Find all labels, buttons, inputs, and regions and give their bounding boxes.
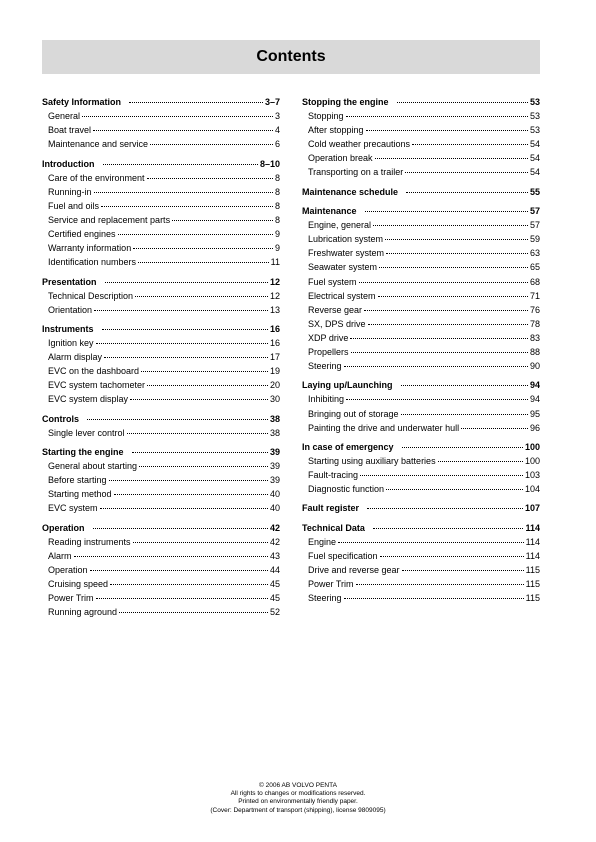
toc-entry-label: Maintenance schedule — [302, 186, 399, 197]
toc-section-heading[interactable] — [302, 501, 540, 515]
toc-page-number: 45 — [269, 579, 280, 590]
toc-entry-label: Propellers — [308, 346, 349, 357]
dot-leader — [104, 357, 268, 358]
dot-leader — [100, 508, 268, 509]
dot-leader — [94, 192, 273, 193]
toc-entry-label: Ignition key — [48, 338, 94, 349]
footer-line: All rights to changes or modifications reserved. — [230, 790, 366, 798]
toc-entry-label: Safety Information — [42, 97, 122, 107]
toc-entry-label: After stopping — [308, 125, 364, 136]
toc-entry-label: Fuel and oils — [48, 200, 100, 211]
toc-entry[interactable] — [302, 454, 540, 468]
toc-entry-label: Painting the drive and underwater hull — [308, 422, 460, 433]
dot-leader — [133, 248, 273, 249]
dot-leader — [119, 612, 268, 613]
toc-page-number: 11 — [270, 257, 280, 268]
toc-entry[interactable] — [42, 459, 280, 473]
toc-entry-label: Introduction — [42, 158, 95, 169]
toc-page-number: 88 — [529, 346, 540, 357]
toc-entry-label: Fuel system — [308, 276, 357, 287]
toc-entry-label: Bringing out of storage — [308, 408, 399, 419]
toc-entry[interactable] — [302, 482, 540, 496]
dot-leader — [373, 528, 524, 529]
toc-page-number: 42 — [269, 536, 280, 547]
toc-entry-label: EVC system tachometer — [48, 380, 146, 391]
toc-entry[interactable] — [302, 535, 540, 549]
toc-entry-label: Cruising speed — [48, 579, 109, 590]
dot-leader — [147, 178, 273, 179]
toc-page-number: 4 — [274, 125, 280, 136]
toc-page-number: 78 — [529, 318, 540, 329]
toc-entry[interactable] — [302, 289, 540, 303]
toc-entry-label: Fault-tracing — [308, 470, 359, 481]
toc-entry-label: Freshwater system — [308, 248, 385, 259]
toc-entry[interactable] — [42, 535, 280, 549]
dot-leader — [118, 234, 273, 235]
toc-page-number: 100 — [524, 441, 540, 452]
toc-entry-label: Cold weather precautions — [308, 139, 411, 150]
toc-entry-label: Starting using auxiliary batteries — [308, 456, 436, 466]
toc-page-number: 54 — [529, 167, 540, 178]
toc-page-number: 16 — [269, 338, 280, 349]
toc-entry-label: Alarm — [48, 550, 72, 561]
toc-entry[interactable] — [42, 185, 280, 199]
toc-page-number: 3 — [274, 111, 280, 122]
toc-entry[interactable] — [302, 345, 540, 359]
toc-page-number: 57 — [529, 220, 540, 231]
toc-entry[interactable] — [302, 137, 540, 151]
dot-leader — [96, 343, 268, 344]
toc-page-number: 107 — [524, 503, 540, 514]
dot-leader — [114, 494, 268, 495]
dot-leader — [129, 102, 263, 103]
toc-entry-label: Technical Description — [48, 290, 134, 301]
toc-page-number: 90 — [529, 361, 540, 372]
toc-entry-label: Reading instruments — [48, 536, 131, 547]
toc-section-heading[interactable] — [42, 95, 280, 109]
toc-entry[interactable] — [302, 359, 540, 373]
toc-section — [302, 501, 540, 515]
toc-entry-label: Care of the environment — [48, 172, 145, 183]
toc-section-heading[interactable] — [302, 521, 540, 535]
dot-leader — [379, 267, 528, 268]
toc-section-heading[interactable] — [42, 445, 280, 459]
dot-leader — [132, 452, 268, 453]
toc-entry-label: Steering — [308, 593, 342, 604]
toc-page-number: 65 — [529, 262, 540, 273]
toc-page-number: 8 — [274, 172, 280, 183]
dot-leader — [94, 310, 268, 311]
toc-entry[interactable] — [302, 246, 540, 260]
dot-leader — [344, 366, 528, 367]
toc-page-number: 45 — [269, 593, 280, 604]
toc-entry-label: Orientation — [48, 304, 93, 315]
toc-entry-label: Electrical system — [308, 290, 376, 301]
toc-entry-label: Transporting on a trailer — [308, 167, 404, 178]
toc-page-number: 39 — [269, 461, 280, 472]
toc-entry[interactable] — [302, 407, 540, 421]
toc-entry[interactable] — [42, 473, 280, 487]
toc-entry-label: Before starting — [48, 475, 107, 486]
dot-leader — [405, 172, 528, 173]
toc-page-number: 94 — [529, 380, 540, 391]
dot-leader — [150, 144, 273, 145]
dot-leader — [412, 144, 528, 145]
toc-page-number: 115 — [525, 579, 540, 590]
toc-entry[interactable] — [42, 171, 280, 185]
dot-leader — [402, 447, 523, 448]
toc-section — [42, 275, 280, 317]
dot-leader — [401, 414, 528, 415]
toc-section — [42, 95, 280, 151]
dot-leader — [438, 461, 523, 462]
toc-entry-label: Power Trim — [308, 579, 354, 590]
toc-section-heading[interactable] — [42, 412, 280, 426]
toc-entry-label: Engine — [308, 536, 337, 547]
toc-page-number: 95 — [529, 408, 540, 419]
footer-line: Printed on environmentally friendly paper. — [238, 798, 358, 806]
toc-entry-label: Fuel specification — [308, 550, 378, 561]
toc-page-number: 68 — [529, 276, 540, 287]
toc-page-number: 52 — [269, 607, 280, 618]
toc-entry[interactable] — [42, 350, 280, 364]
toc-page-number: 103 — [524, 470, 540, 481]
toc-page-number: 13 — [269, 304, 280, 315]
toc-entry-label: Stopping the engine — [302, 97, 389, 107]
toc-section-heading[interactable] — [42, 521, 280, 535]
toc-page-number: 54 — [529, 139, 540, 150]
toc-entry-label: Service and replacement parts — [48, 214, 171, 225]
toc-page-number: 115 — [525, 565, 540, 576]
dot-leader — [147, 385, 268, 386]
toc-entry[interactable] — [42, 563, 280, 577]
toc-entry-label: Operation — [42, 522, 85, 533]
toc-entry-label: Running-in — [48, 186, 92, 197]
toc-entry-label: Laying up/Launching — [302, 380, 393, 391]
toc-entry-label: Boat travel — [48, 125, 92, 136]
dot-leader — [133, 542, 268, 543]
toc-entry-label: In case of emergency — [302, 441, 394, 452]
toc-page-number: 114 — [525, 522, 540, 533]
toc-entry[interactable] — [302, 165, 540, 179]
dot-leader — [110, 584, 268, 585]
toc-entry-label: Operation — [48, 565, 88, 576]
toc-entry[interactable] — [42, 336, 280, 350]
toc-section-heading[interactable] — [302, 440, 540, 454]
toc-page-number: 20 — [269, 380, 280, 391]
toc-page-number: 59 — [529, 234, 540, 245]
dot-leader — [127, 433, 268, 434]
dot-leader — [82, 116, 273, 117]
toc-section-heading[interactable] — [302, 185, 540, 199]
toc-entry[interactable] — [42, 549, 280, 563]
toc-page-number: 96 — [529, 422, 540, 433]
toc-entry[interactable] — [42, 227, 280, 241]
dot-leader — [90, 570, 268, 571]
toc-entry-label: Maintenance — [302, 206, 357, 217]
dot-leader — [172, 220, 273, 221]
dot-leader — [351, 352, 528, 353]
toc-page-number: 38 — [269, 413, 280, 424]
toc-entry-label: General — [48, 111, 81, 122]
toc-page-number: 94 — [529, 394, 540, 405]
dot-leader — [406, 192, 528, 193]
toc-section — [42, 445, 280, 515]
toc-page-number: 57 — [529, 206, 540, 217]
dot-leader — [401, 385, 528, 386]
toc-page-number: 114 — [525, 550, 540, 561]
toc-entry-label: Presentation — [42, 276, 97, 287]
toc-entry[interactable] — [42, 199, 280, 213]
dot-leader — [346, 399, 528, 400]
dot-leader — [130, 399, 268, 400]
dot-leader — [461, 428, 528, 429]
dot-leader — [109, 480, 268, 481]
toc-page-number: 53 — [529, 97, 540, 107]
dot-leader — [93, 528, 268, 529]
toc-entry[interactable] — [42, 213, 280, 227]
toc-entry[interactable] — [302, 563, 540, 577]
toc-entry-label: Maintenance and service — [48, 139, 149, 150]
title-bar — [42, 40, 540, 74]
toc-page-number: 55 — [529, 186, 540, 197]
toc-entry-label: Inhibiting — [308, 394, 345, 405]
toc-entry-label: SX, DPS drive — [308, 318, 366, 329]
toc-page-number: 42 — [269, 522, 280, 533]
toc-entry[interactable] — [42, 426, 280, 440]
toc-page-number: 8–10 — [259, 158, 280, 169]
toc-entry-label: Engine, general — [308, 220, 372, 231]
dot-leader — [139, 466, 268, 467]
toc-page-number: 76 — [529, 304, 540, 315]
toc-section — [302, 204, 540, 373]
dot-leader — [350, 338, 528, 339]
toc-section — [302, 185, 540, 199]
dot-leader — [385, 239, 528, 240]
dot-leader — [141, 371, 268, 372]
toc-left-column — [42, 95, 280, 625]
toc-entry[interactable] — [42, 137, 280, 151]
toc-entry-label: General about starting — [48, 461, 138, 472]
toc-entry[interactable] — [42, 501, 280, 515]
footer-line: (Cover: Department of transport (shipping), license 9809095) — [210, 806, 386, 814]
toc-section — [42, 412, 280, 440]
toc-page-number: 53 — [529, 111, 540, 122]
dot-leader — [360, 475, 523, 476]
dot-leader — [368, 324, 528, 325]
dot-leader — [359, 282, 528, 283]
toc-page-number: 83 — [529, 332, 540, 343]
toc-entry[interactable] — [42, 289, 280, 303]
dot-leader — [386, 489, 523, 490]
toc-entry-label: Reverse gear — [308, 304, 363, 315]
toc-entry-label: Drive and reverse gear — [308, 565, 400, 576]
toc-page-number: 104 — [524, 484, 540, 495]
toc-page-number: 16 — [269, 323, 280, 334]
toc-entry-label: Controls — [42, 413, 79, 424]
page-title: Contents — [256, 48, 326, 65]
dot-leader — [402, 570, 524, 571]
toc-entry[interactable] — [302, 468, 540, 482]
toc-page-number: 17 — [269, 352, 280, 363]
toc-entry-label: Certified engines — [48, 229, 116, 240]
toc-entry[interactable] — [302, 577, 540, 591]
toc-section — [302, 440, 540, 496]
toc-entry[interactable] — [302, 421, 540, 435]
toc-entry-label: Single lever control — [48, 427, 125, 438]
dot-leader — [386, 253, 528, 254]
footer-line: © 2006 AB VOLVO PENTA — [259, 782, 337, 789]
toc-entry-label: Starting method — [48, 489, 112, 500]
toc-section — [302, 378, 540, 434]
toc-page-number: 40 — [269, 503, 280, 514]
toc-page-number: 19 — [269, 366, 280, 377]
dot-leader — [138, 262, 269, 263]
toc-page-number: 63 — [529, 248, 540, 259]
toc-entry[interactable] — [302, 392, 540, 406]
toc-entry[interactable] — [42, 364, 280, 378]
toc-entry[interactable] — [302, 317, 540, 331]
toc-entry[interactable] — [302, 549, 540, 563]
toc-page-number: 39 — [269, 447, 280, 458]
toc-entry[interactable] — [302, 123, 540, 137]
toc-entry[interactable] — [302, 109, 540, 123]
toc-entry-label: Lubrication system — [308, 234, 384, 245]
toc-page-number: 30 — [269, 394, 280, 405]
toc-entry[interactable] — [302, 151, 540, 165]
toc-entry-label: Steering — [308, 361, 342, 372]
dot-leader — [375, 158, 528, 159]
toc-entry[interactable] — [42, 255, 280, 269]
toc-section-heading[interactable] — [302, 95, 540, 109]
dot-leader — [397, 102, 528, 103]
toc-page-number: 12 — [269, 276, 280, 287]
toc-entry[interactable] — [42, 487, 280, 501]
toc-entry[interactable] — [42, 109, 280, 123]
dot-leader — [378, 296, 528, 297]
toc-entry[interactable] — [42, 577, 280, 591]
toc-section — [42, 157, 280, 270]
toc-section-heading[interactable] — [42, 322, 280, 336]
toc-page-number: 9 — [274, 243, 280, 254]
toc-section-heading[interactable] — [302, 204, 540, 218]
dot-leader — [366, 130, 528, 131]
dot-leader — [103, 164, 258, 165]
toc-section — [42, 322, 280, 407]
toc-right-column — [302, 95, 540, 611]
toc-page-number: 8 — [274, 200, 280, 211]
toc-entry[interactable] — [302, 303, 540, 317]
toc-entry[interactable] — [302, 218, 540, 232]
toc-entry-label: Warranty information — [48, 243, 132, 254]
toc-entry-label: EVC system — [48, 503, 98, 514]
dot-leader — [74, 556, 268, 557]
dot-leader — [101, 206, 273, 207]
dot-leader — [356, 584, 524, 585]
dot-leader — [102, 329, 268, 330]
toc-entry[interactable] — [42, 378, 280, 392]
toc-entry-label: XDP drive — [308, 332, 349, 343]
dot-leader — [367, 508, 523, 509]
toc-section-heading[interactable] — [42, 275, 280, 289]
toc-entry[interactable] — [302, 591, 540, 605]
toc-page-number: 9 — [274, 229, 280, 240]
dot-leader — [365, 211, 528, 212]
toc-page-number: 53 — [529, 125, 540, 136]
toc-page-number: 38 — [269, 427, 280, 438]
toc-entry-label: Operation break — [308, 153, 373, 164]
dot-leader — [96, 598, 268, 599]
toc-page-number: 3–7 — [264, 97, 280, 107]
toc-section-heading[interactable] — [302, 378, 540, 392]
toc-page-number: 6 — [274, 139, 280, 150]
toc-section — [302, 521, 540, 606]
toc-page-number: 40 — [269, 489, 280, 500]
toc-page-number: 114 — [525, 536, 540, 547]
dot-leader — [344, 598, 524, 599]
dot-leader — [105, 282, 268, 283]
footer — [0, 782, 596, 815]
toc-entry[interactable] — [302, 331, 540, 345]
toc-entry-label: Seawater system — [308, 262, 378, 273]
toc-entry-label: Running aground — [48, 607, 118, 618]
dot-leader — [87, 419, 268, 420]
toc-entry[interactable] — [42, 303, 280, 317]
dot-leader — [364, 310, 528, 311]
toc-entry-label: Fault register — [302, 503, 360, 514]
toc-page-number: 39 — [269, 475, 280, 486]
toc-page-number: 8 — [274, 214, 280, 225]
toc-entry[interactable] — [42, 123, 280, 137]
dot-leader — [93, 130, 273, 131]
toc-entry-label: EVC on the dashboard — [48, 366, 140, 377]
toc-entry[interactable] — [302, 275, 540, 289]
toc-section — [302, 95, 540, 180]
toc-entry-label: Power Trim — [48, 593, 94, 604]
toc-entry[interactable] — [302, 232, 540, 246]
toc-entry-label: Diagnostic function — [308, 484, 385, 495]
toc-page-number: 54 — [529, 153, 540, 164]
toc-page-number: 71 — [529, 290, 540, 301]
toc-entry-label: Stopping — [308, 111, 344, 122]
toc-entry-label: Identification numbers — [48, 257, 137, 268]
toc-entry[interactable] — [42, 605, 280, 619]
toc-entry[interactable] — [42, 392, 280, 406]
toc-entry[interactable] — [42, 241, 280, 255]
dot-leader — [373, 225, 528, 226]
toc-entry-label: Instruments — [42, 323, 94, 334]
dot-leader — [346, 116, 528, 117]
toc-page-number: 8 — [274, 186, 280, 197]
toc-page-number: 12 — [269, 290, 280, 301]
toc-entry-label: Alarm display — [48, 352, 103, 363]
toc-section — [42, 521, 280, 620]
dot-leader — [380, 556, 524, 557]
toc-page-number: 44 — [269, 565, 280, 576]
toc-page-number: 43 — [269, 550, 280, 561]
dot-leader — [135, 296, 268, 297]
toc-entry-label: EVC system display — [48, 394, 129, 405]
toc-entry-label: Technical Data — [302, 522, 365, 533]
toc-section-heading[interactable] — [42, 157, 280, 171]
toc-entry[interactable] — [302, 260, 540, 274]
toc-entry-label: Starting the engine — [42, 447, 124, 458]
toc-entry[interactable] — [42, 591, 280, 605]
toc-page-number: 115 — [525, 593, 540, 604]
dot-leader — [338, 542, 524, 543]
toc-page-number: 100 — [524, 456, 540, 466]
